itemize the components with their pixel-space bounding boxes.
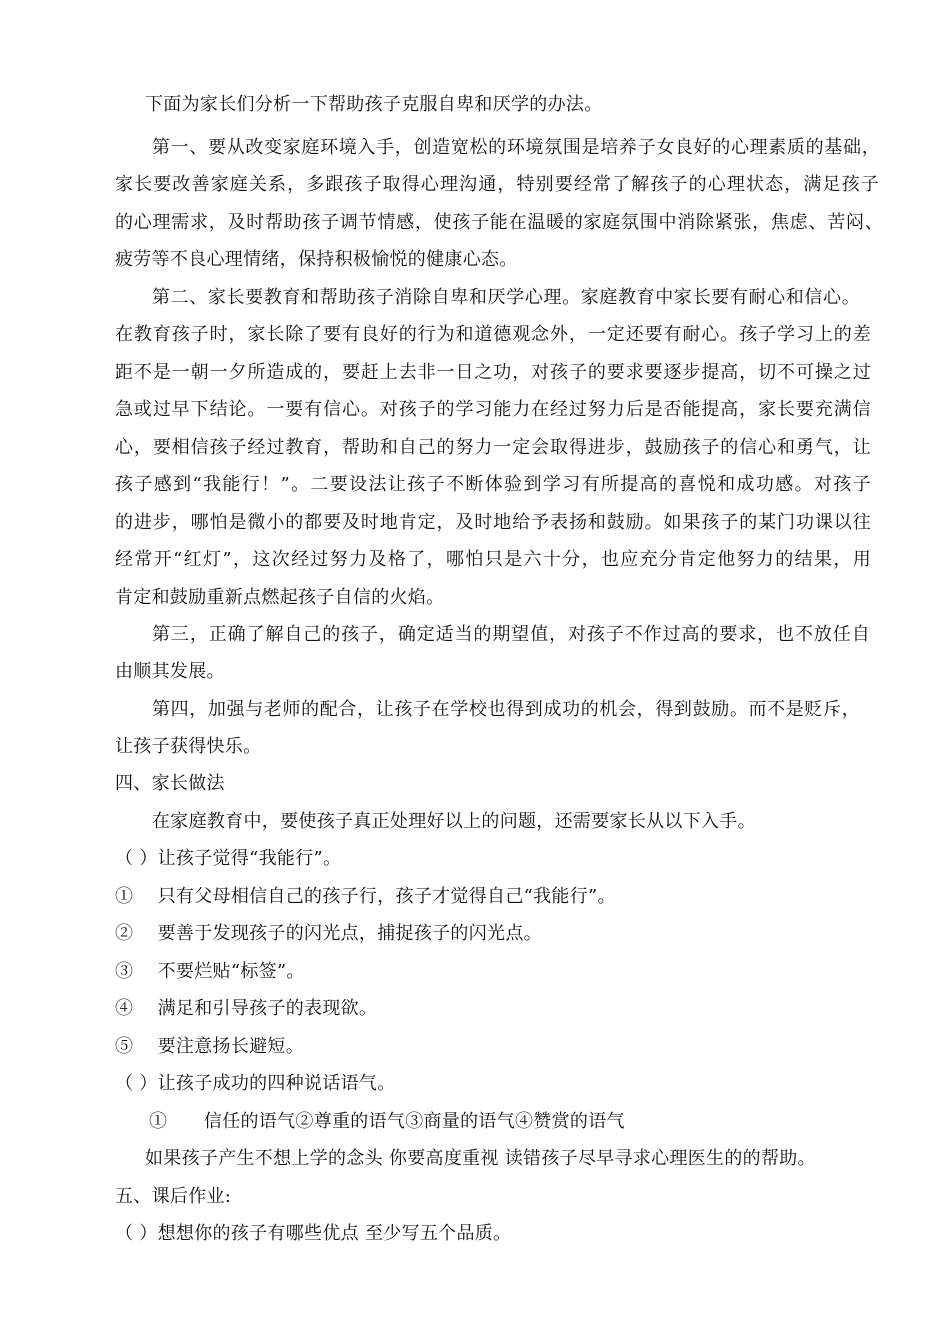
list-item-5: ⑤ 要注意扬长避短。 xyxy=(115,1036,305,1057)
paragraph-second-line-9: 肯定和鼓励重新点燃起孩子自信的火焰。 xyxy=(115,587,445,608)
section-intro: 在家庭教育中，要使孩子真正处理好以上的问题，还需要家长从以下入手。 xyxy=(152,811,756,832)
subheading-i-can-do-it: （ ）让孩子觉得“我能行”。 xyxy=(115,848,342,869)
paragraph-second-line-1: 第二、家长要教育和帮助孩子消除自卑和厌学心理。家庭教育中家长要有耐心和信心。 xyxy=(152,287,860,308)
paragraph-second-line-8: 经常开“红灯”，这次经过努力及格了，哪怕只是六十分，也应充分肯定他努力的结果，用 xyxy=(115,549,871,570)
paragraph-second-line-5: 心，要相信孩子经过教育，帮助和自己的努力一定会取得进步，鼓励孩子的信心和勇气，让 xyxy=(115,437,871,458)
homework-item: （ ）想想你的孩子有哪些优点 至少写五个品质。 xyxy=(115,1223,512,1244)
paragraph-fourth-line-2: 让孩子获得快乐。 xyxy=(115,736,262,757)
list-item-1: ① 只有父母相信自己的孩子行，孩子才觉得自己“我能行”。 xyxy=(115,886,616,907)
paragraph-second-line-6: 孩子感到“我能行！”。二要设法让孩子不断体验到学习有所提高的喜悦和成功感。对孩子 xyxy=(115,474,871,495)
paragraph-fourth-line-1: 第四，加强与老师的配合，让孩子在学校也得到成功的机会，得到鼓励。而不是贬斥， xyxy=(152,699,860,720)
subheading-four-tones: （ ）让孩子成功的四种说话语气。 xyxy=(115,1073,396,1094)
list-item-2: ② 要善于发现孩子的闪光点，捕捉孩子的闪光点。 xyxy=(115,923,542,944)
section-heading-homework: 五、课后作业: xyxy=(115,1186,232,1207)
paragraph-third-line-1: 第三，正确了解自己的孩子，确定适当的期望值，对孩子不作过高的要求，也不放任自 xyxy=(152,624,870,645)
paragraph-second-line-2: 在教育孩子时，家长除了要有良好的行为和道德观念外，一定还要有耐心。孩子学习上的差 xyxy=(115,324,871,345)
paragraph-intro: 下面为家长们分析一下帮助孩子克服自卑和厌学的办法。 xyxy=(145,94,603,115)
list-item-4: ④ 满足和引导孩子的表现欲。 xyxy=(115,998,378,1019)
advice-paragraph: 如果孩子产生不想上学的念头 你要高度重视 读错孩子尽早寻求心理医生的的帮助。 xyxy=(145,1148,816,1169)
paragraph-first-line-2: 家长要改善家庭关系，多跟孩子取得心理沟通，特别要经常了解孩子的心理状态，满足孩子 xyxy=(115,174,879,195)
paragraph-first-line-4: 疲劳等不良心理情绪，保持积极愉悦的健康心态。 xyxy=(115,249,518,270)
paragraph-first-line-1: 第一、要从改变家庭环境入手，创造宽松的环境氛围是培养子女良好的心理素质的基础， xyxy=(152,137,880,158)
paragraph-second-line-3: 距不是一朝一夕所造成的，要赶上去非一日之功，对孩子的要求要逐步提高，切不可操之过 xyxy=(115,362,871,383)
section-heading-parent-methods: 四、家长做法 xyxy=(115,773,225,794)
list-item-3: ③ 不要烂贴“标签”。 xyxy=(115,961,305,982)
paragraph-first-line-3: 的心理需求，及时帮助孩子调节情感，使孩子能在温暖的家庭氛围中消除紧张，焦虑、苦闷、 xyxy=(115,212,883,233)
tones-list: ① 信任的语气②尊重的语气③商量的语气④赞赏的语气 xyxy=(149,1111,625,1132)
paragraph-second-line-4: 急或过早下结论。一要有信心。对孩子的学习能力在经过努力后是否能提高，家长要充满信 xyxy=(115,399,871,420)
paragraph-second-line-7: 的进步，哪怕是微小的都要及时地肯定，及时地给予表扬和鼓励。如果孩子的某门功课以往 xyxy=(115,512,871,533)
paragraph-third-line-2: 由顺其发展。 xyxy=(115,661,225,682)
